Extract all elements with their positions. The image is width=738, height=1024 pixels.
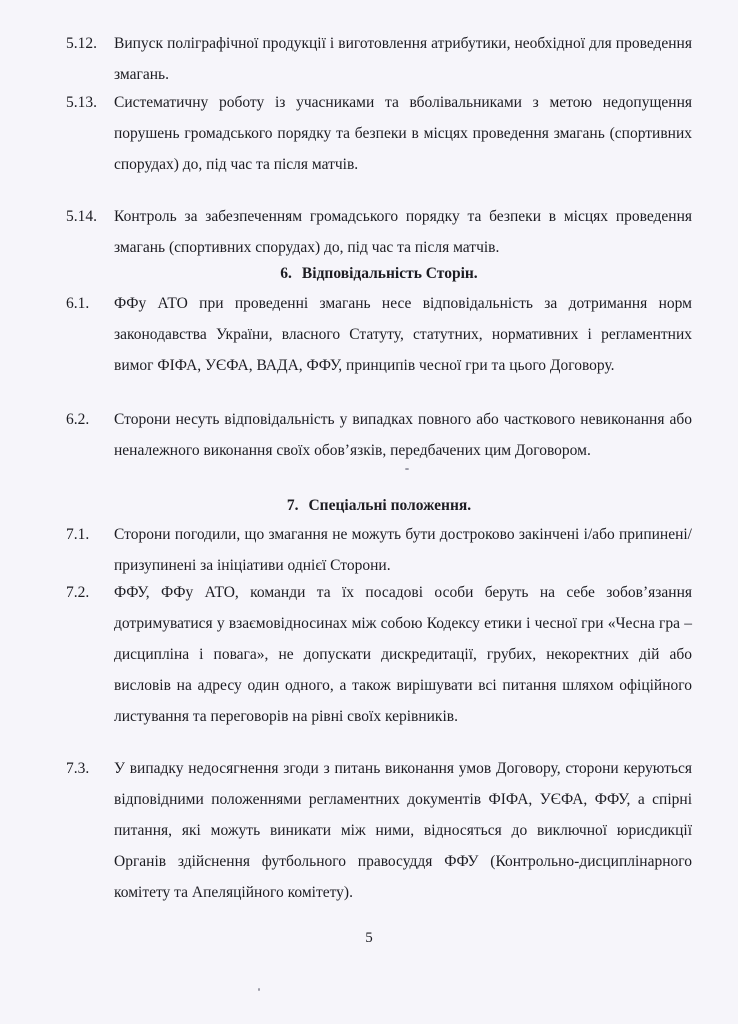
clause-number: 6.2. bbox=[66, 411, 90, 428]
section-title: Відповідальність Сторін. bbox=[301, 265, 478, 282]
clause-7-1 bbox=[66, 519, 692, 581]
clause-5-12 bbox=[66, 28, 692, 90]
scan-speck bbox=[405, 468, 409, 470]
clause-number: 7.3. bbox=[66, 760, 90, 777]
section-number: 6. bbox=[280, 265, 292, 282]
clause-5-14 bbox=[66, 201, 692, 263]
clause-number: 7.1. bbox=[66, 526, 90, 543]
clause-6-2 bbox=[66, 404, 692, 466]
clause-7-3 bbox=[66, 753, 692, 908]
clause-text: Сторони погодили, що змагання не можуть бути достроково закінчені і/або припинені/призупинені за ініціативи однієї Сторони. bbox=[114, 526, 692, 574]
section-number: 7. bbox=[286, 497, 299, 514]
clause-number: 7.2. bbox=[66, 584, 90, 601]
clause-6-1 bbox=[66, 288, 692, 381]
clause-number: 5.13. bbox=[66, 94, 97, 111]
clause-number: 6.1. bbox=[66, 295, 90, 312]
clause-text: ФФУ, ФФу АТО, команди та їх посадові особи беруть на себе зобов’язання дотримуватися у взаємовідносинах між собою Кодексу етики і чесної гри «Чесна гра – дисципліна і повага», не допускати дискредитації, грубих, некоректних дій або висловів на адресу один одного, а також вирішувати всі питання шляхом офіційного листування та переговорів на рівні своїх керівників. bbox=[114, 584, 692, 725]
clause-text: ФФу АТО при проведенні змагань несе відповідальність за дотримання норм законодавства України, власного Статуту, статутних, нормативних і регламентних вимог ФІФА, УЄФА, ВАДА, ФФУ, принципів чесної гри та цього Договору. bbox=[114, 295, 692, 374]
page-number: 5 bbox=[365, 930, 373, 946]
clause-text: Систематичну роботу із учасниками та вболівальниками з метою недопущення порушень громадського порядку та безпеки в місцях проведення змагань (спортивних спорудах) до, під час та після матчів. bbox=[114, 94, 692, 173]
section-title: Спеціальні положення. bbox=[308, 497, 472, 514]
clause-text: Сторони несуть відповідальність у випадках повного або часткового невиконання або неналежного виконання своїх обов’язків, передбачених цим Договором. bbox=[114, 411, 692, 459]
clause-text: У випадку недосягнення згоди з питань виконання умов Договору, сторони керуються відповідними положеннями регламентних документів ФІФА, УЄФА, ФФУ, а спірні питання, які можуть виникати між ними, відносяться до виключної юрисдикції Органів здійснення футбольного правосуддя ФФУ (Контрольно-дисциплінарного комітету та Апеляційного комітету). bbox=[114, 760, 692, 901]
section-heading-6 bbox=[66, 258, 692, 289]
clause-text: Випуск поліграфічної продукції і виготовлення атрибутики, необхідної для проведення змагань. bbox=[114, 35, 692, 83]
clause-text: Контроль за забезпеченням громадського порядку та безпеки в місцях проведення змагань (спортивних спорудах) до, під час та після матчів. bbox=[114, 208, 692, 256]
section-heading-7 bbox=[66, 490, 692, 521]
clause-7-2 bbox=[66, 577, 692, 732]
clause-number: 5.14. bbox=[66, 208, 97, 225]
scan-speck bbox=[258, 988, 260, 991]
clause-5-13 bbox=[66, 87, 692, 180]
clause-number: 5.12. bbox=[66, 35, 97, 52]
